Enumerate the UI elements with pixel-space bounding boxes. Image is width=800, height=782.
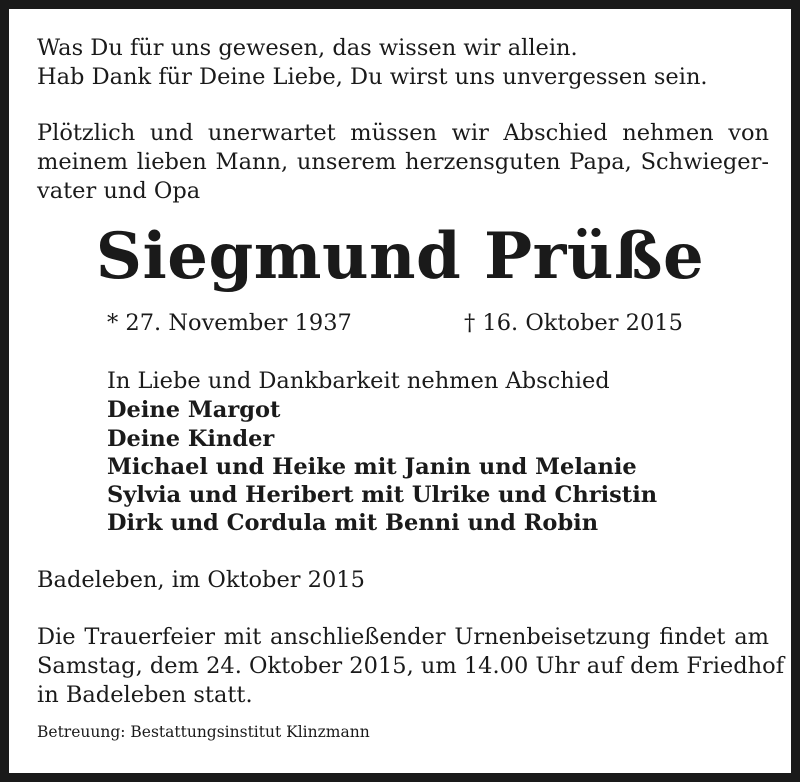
death-date: † 16. Oktober 2015 (464, 310, 683, 336)
mourners-intro: In Liebe und Dankbarkeit nehmen Abschied (107, 368, 610, 394)
mourner-name: Deine Kinder (107, 426, 275, 452)
funeral-home-credit: Betreuung: Bestattungsinstitut Klinzmann (37, 723, 370, 741)
mourner-name: Michael und Heike mit Janin und Melanie (107, 454, 637, 480)
place-date: Badeleben, im Oktober 2015 (37, 567, 365, 593)
funeral-line-3: in Badeleben statt. (37, 682, 253, 708)
announcement-line-2: meinem lieben Mann, unserem herzensguten Papa, Schwieger- (37, 149, 769, 175)
funeral-line-1: Die Trauerfeier mit anschließender Urnenbeisetzung findet am (37, 624, 769, 650)
deceased-name: Siegmund Prüße (95, 219, 705, 294)
mourner-name: Deine Margot (107, 397, 281, 423)
birth-date: * 27. November 1937 (107, 310, 352, 336)
mourner-name: Dirk und Cordula mit Benni und Robin (107, 510, 599, 536)
announcement-line-3: vater und Opa (37, 178, 201, 204)
mourner-name: Sylvia und Heribert mit Ulrike und Christin (107, 482, 658, 508)
funeral-line-2: Samstag, dem 24. Oktober 2015, um 14.00 Uhr auf dem Friedhof (37, 653, 785, 679)
announcement-line-1: Plötzlich und unerwartet müssen wir Abschied nehmen von (37, 120, 769, 146)
motto-line-2: Hab Dank für Deine Liebe, Du wirst uns unvergessen sein. (37, 64, 708, 90)
motto-line-1: Was Du für uns gewesen, das wissen wir allein. (37, 35, 578, 61)
